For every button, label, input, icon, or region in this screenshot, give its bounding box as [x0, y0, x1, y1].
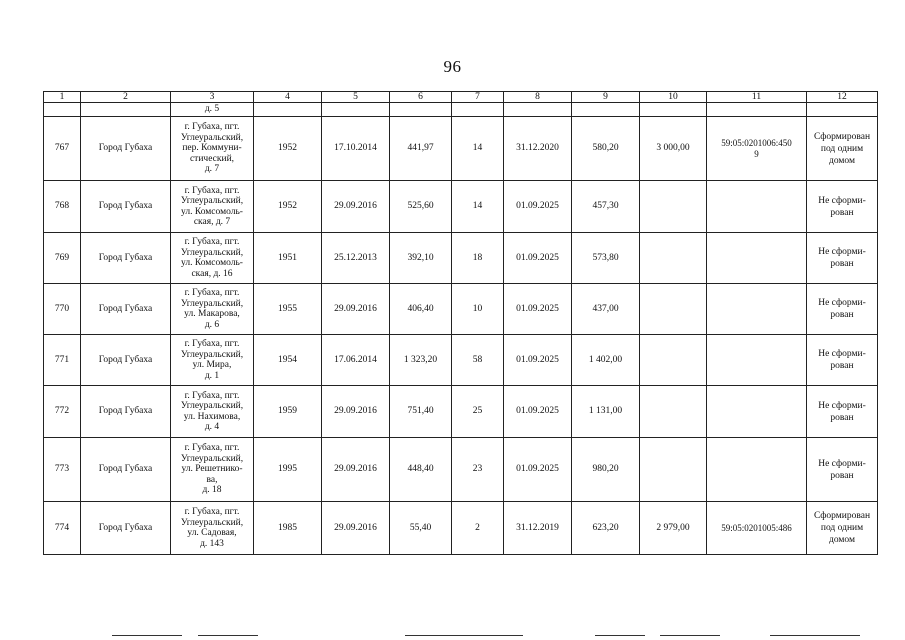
- address-line: д. 18: [202, 485, 222, 496]
- address-line: ул. Макарова,: [184, 309, 240, 319]
- land-status-cell: [807, 181, 878, 233]
- land-status-line: рован: [830, 412, 854, 423]
- address-line: Углеуральский,: [180, 349, 244, 360]
- address-line: д. 6: [204, 319, 220, 330]
- land-status-line: рован: [830, 310, 854, 320]
- footer-rule: [660, 635, 720, 636]
- date-cell: 25.12.2013: [322, 233, 390, 284]
- municipality-cell: Город Губаха: [81, 117, 171, 181]
- municipality-cell: Город Губаха: [81, 181, 171, 233]
- address-line: д. 7: [204, 164, 220, 175]
- residents-cell: 18: [452, 233, 504, 284]
- column-number: 1: [44, 92, 81, 103]
- address-cell: [171, 386, 254, 438]
- address-line: Углеуральский,: [180, 453, 244, 464]
- residents-cell: 25: [452, 386, 504, 438]
- municipality-cell: Город Губаха: [81, 386, 171, 438]
- land-area-cell: 623,20: [572, 502, 640, 555]
- cadastral-number-cell: [707, 502, 807, 555]
- land-area-cell: 1 131,00: [572, 386, 640, 438]
- address-line: ул. Мира,: [192, 360, 232, 370]
- land-status-line: Не сформи-: [818, 458, 866, 469]
- deadline-cell: 01.09.2025: [504, 438, 572, 502]
- deadline-cell: 01.09.2025: [504, 284, 572, 335]
- cadastral-number-cell: [707, 117, 807, 181]
- column-number: 3: [171, 92, 254, 103]
- land-status-line: Не сформи-: [818, 298, 866, 308]
- address-cell: [171, 438, 254, 502]
- residents-cell: 58: [452, 335, 504, 386]
- table-row: [44, 438, 878, 502]
- address-line: г. Губаха, пгт.: [184, 507, 240, 517]
- amount-cell: 2 979,00: [640, 502, 707, 555]
- footer-rule: [405, 635, 523, 636]
- address-line: Углеуральский,: [180, 247, 244, 258]
- cadastral-number-cell: [707, 181, 807, 233]
- address-line: ул. Решетнико-: [181, 464, 243, 475]
- deadline-cell: 01.09.2025: [504, 386, 572, 438]
- municipality-cell: Город Губаха: [81, 335, 171, 386]
- municipality-cell: Город Губаха: [81, 233, 171, 284]
- residents-cell: 23: [452, 438, 504, 502]
- address-cell: [171, 233, 254, 284]
- amount-cell: [640, 438, 707, 502]
- date-cell: 29.09.2016: [322, 284, 390, 335]
- footer-rule: [198, 635, 258, 636]
- area-cell: 55,40: [390, 502, 452, 555]
- area-cell: 751,40: [390, 386, 452, 438]
- table-row: [44, 284, 878, 335]
- address-line: д. 4: [204, 422, 220, 432]
- address-line: д. 1: [204, 370, 220, 381]
- land-area-cell: 457,30: [572, 181, 640, 233]
- year-built-cell: 1952: [254, 117, 322, 181]
- address-line: г. Губаха, пгт.: [184, 237, 240, 247]
- land-status-cell: [807, 335, 878, 386]
- land-status-line: Сформирован: [813, 131, 871, 142]
- year-built-cell: 1995: [254, 438, 322, 502]
- table-row: [44, 233, 878, 284]
- amount-cell: [640, 181, 707, 233]
- deadline-cell: 31.12.2020: [504, 117, 572, 181]
- column-number: 12: [807, 92, 878, 103]
- year-built-cell: 1954: [254, 335, 322, 386]
- address-line: г. Губаха, пгт.: [184, 339, 240, 349]
- residents-cell: 2: [452, 502, 504, 555]
- land-area-cell: 1 402,00: [572, 335, 640, 386]
- row-number: 769: [44, 233, 81, 284]
- table-row: [44, 502, 878, 555]
- footer-rule: [770, 635, 860, 636]
- amount-cell: [640, 335, 707, 386]
- amount-cell: 3 000,00: [640, 117, 707, 181]
- cadastral-number-line: 59:05:0201005:486: [721, 522, 792, 533]
- area-cell: 1 323,20: [390, 335, 452, 386]
- land-status-line: рован: [830, 207, 854, 218]
- page-number: 96: [443, 57, 462, 76]
- address-line: ул. Нахимова,: [183, 411, 241, 422]
- area-cell: 392,10: [390, 233, 452, 284]
- column-number: 5: [322, 92, 390, 103]
- area-cell: 441,97: [390, 117, 452, 181]
- land-status-line: Не сформи-: [818, 195, 866, 206]
- address-line: д. 143: [200, 538, 224, 549]
- land-area-cell: 573,80: [572, 233, 640, 284]
- amount-cell: [640, 284, 707, 335]
- housing-registry-table: [43, 91, 878, 555]
- cadastral-number-cell: [707, 386, 807, 438]
- land-status-line: под одним: [820, 143, 864, 154]
- land-area-cell: 437,00: [572, 284, 640, 335]
- row-number: 774: [44, 502, 81, 555]
- column-number: 4: [254, 92, 322, 103]
- land-status-cell: [807, 502, 878, 555]
- land-status-line: домом: [829, 535, 855, 545]
- cadastral-number-line: 59:05:0201006:450: [721, 137, 792, 148]
- address-cell: [171, 117, 254, 181]
- table-row: [44, 117, 878, 181]
- column-number: 2: [81, 92, 171, 103]
- address-cell: [171, 284, 254, 335]
- address-line: Углеуральский,: [180, 401, 244, 411]
- municipality-cell: Город Губаха: [81, 284, 171, 335]
- land-status-cell: [807, 386, 878, 438]
- land-status-line: рован: [830, 259, 854, 269]
- column-number-row: [44, 92, 878, 103]
- address-line: стический,: [189, 153, 235, 164]
- column-number: 9: [572, 92, 640, 103]
- amount-cell: [640, 386, 707, 438]
- land-status-line: рован: [830, 470, 854, 481]
- deadline-cell: 01.09.2025: [504, 181, 572, 233]
- table-body: [44, 117, 878, 555]
- land-status-cell: [807, 284, 878, 335]
- land-status-line: Не сформи-: [818, 247, 866, 257]
- residents-cell: 14: [452, 181, 504, 233]
- address-line: ская, д. 7: [193, 217, 231, 227]
- land-status-cell: [807, 233, 878, 284]
- address-line: ул. Садовая,: [187, 528, 237, 538]
- column-number: 8: [504, 92, 572, 103]
- address-line: ва,: [206, 474, 218, 485]
- row-number: 767: [44, 117, 81, 181]
- address-line: ул. Комсомоль-: [181, 206, 243, 217]
- area-cell: 406,40: [390, 284, 452, 335]
- row-number: 773: [44, 438, 81, 502]
- address-line: г. Губаха, пгт.: [184, 390, 240, 401]
- footer-rule: [595, 635, 645, 636]
- row-number: 770: [44, 284, 81, 335]
- date-cell: 29.09.2016: [322, 502, 390, 555]
- land-area-cell: 980,20: [572, 438, 640, 502]
- address-line: ская, д. 16: [191, 268, 233, 279]
- cadastral-number-line: 9: [754, 148, 759, 159]
- residents-cell: 10: [452, 284, 504, 335]
- row-number: 771: [44, 335, 81, 386]
- land-status-cell: [807, 117, 878, 181]
- date-cell: 17.10.2014: [322, 117, 390, 181]
- address-cell: [171, 181, 254, 233]
- date-cell: 17.06.2014: [322, 335, 390, 386]
- land-status-line: Не сформи-: [818, 400, 866, 411]
- land-status-line: Сформирован: [813, 511, 871, 521]
- table-row: [44, 386, 878, 438]
- cadastral-number-cell: [707, 335, 807, 386]
- land-status-line: под одним: [820, 523, 864, 533]
- deadline-cell: 01.09.2025: [504, 335, 572, 386]
- area-cell: 525,60: [390, 181, 452, 233]
- address-line: ул. Комсомоль-: [181, 258, 243, 268]
- continued-address: д. 5: [171, 103, 254, 117]
- municipality-cell: Город Губаха: [81, 438, 171, 502]
- cadastral-number-cell: [707, 438, 807, 502]
- date-cell: 29.09.2016: [322, 181, 390, 233]
- column-number: 10: [640, 92, 707, 103]
- date-cell: 29.09.2016: [322, 438, 390, 502]
- year-built-cell: 1985: [254, 502, 322, 555]
- land-area-cell: 580,20: [572, 117, 640, 181]
- table-row: [44, 335, 878, 386]
- cadastral-number-cell: [707, 284, 807, 335]
- year-built-cell: 1959: [254, 386, 322, 438]
- continuation-row: [44, 103, 878, 117]
- address-line: Углеуральский,: [180, 196, 244, 206]
- footer-rule: [112, 635, 182, 636]
- column-number: 6: [390, 92, 452, 103]
- address-line: пер. Коммуни-: [182, 143, 242, 154]
- column-number: 11: [707, 92, 807, 103]
- address-cell: [171, 335, 254, 386]
- area-cell: 448,40: [390, 438, 452, 502]
- year-built-cell: 1955: [254, 284, 322, 335]
- address-line: Углеуральский,: [180, 298, 244, 309]
- row-number: 772: [44, 386, 81, 438]
- land-status-line: Не сформи-: [818, 349, 866, 359]
- column-number: 7: [452, 92, 504, 103]
- deadline-cell: 01.09.2025: [504, 233, 572, 284]
- land-status-cell: [807, 438, 878, 502]
- address-line: г. Губаха, пгт.: [184, 288, 240, 298]
- address-line: г. Губаха, пгт.: [184, 122, 240, 133]
- address-line: Углеуральский,: [180, 132, 244, 143]
- land-status-line: рован: [830, 361, 854, 371]
- table-row: [44, 181, 878, 233]
- address-line: г. Губаха, пгт.: [184, 443, 240, 454]
- deadline-cell: 31.12.2019: [504, 502, 572, 555]
- cadastral-number-cell: [707, 233, 807, 284]
- amount-cell: [640, 233, 707, 284]
- address-line: Углеуральский,: [180, 517, 244, 528]
- year-built-cell: 1952: [254, 181, 322, 233]
- municipality-cell: Город Губаха: [81, 502, 171, 555]
- land-status-line: домом: [829, 155, 855, 166]
- date-cell: 29.09.2016: [322, 386, 390, 438]
- address-line: г. Губаха, пгт.: [184, 185, 240, 196]
- year-built-cell: 1951: [254, 233, 322, 284]
- row-number: 768: [44, 181, 81, 233]
- address-cell: [171, 502, 254, 555]
- residents-cell: 14: [452, 117, 504, 181]
